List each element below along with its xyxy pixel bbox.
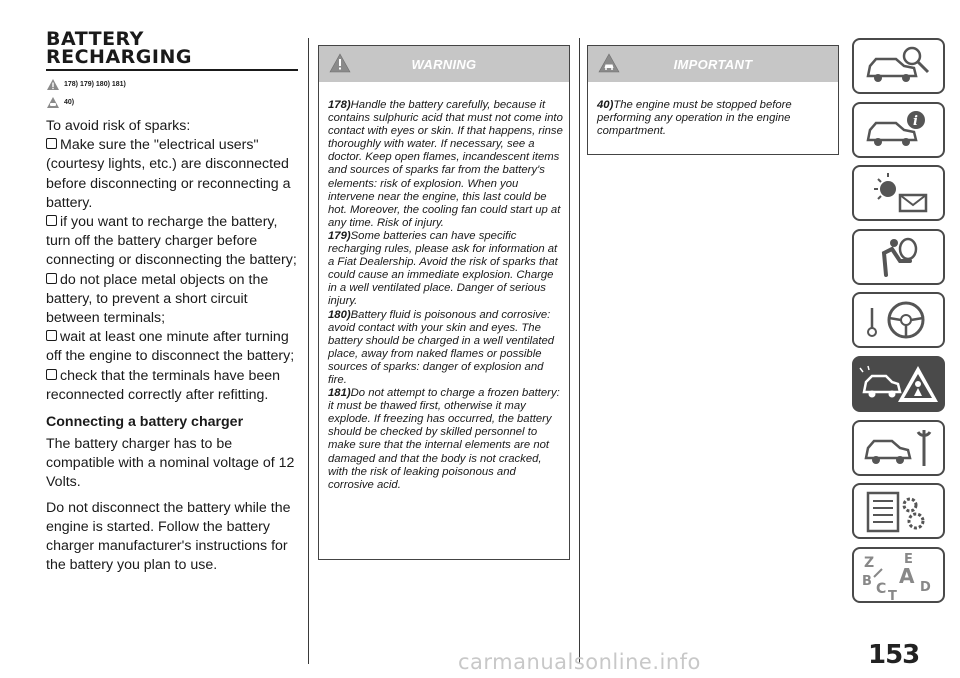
paragraph-instructions: Do not disconnect the battery while the engine is started. Follow the battery charger manufacturer's instructions for the battery you plan to use.	[46, 499, 291, 574]
warning-item-179: 179)Some batteries can have specific recharging rules, please ask for information at a Fiat Dealership. Avoid the risk of sparks that could cause an immediate explosion. Charge in a well ventilated place. Danger of serious injury.	[328, 229, 558, 308]
important-panel-body	[588, 82, 838, 148]
tab-index[interactable]	[852, 547, 945, 603]
watermark-text: carmanualsonline.info	[458, 650, 701, 674]
airbag-seat-icon	[854, 231, 943, 283]
paragraph-voltage: The battery charger has to be compatible with a nominal voltage of 12 Volts.	[46, 436, 295, 491]
important-label: IMPORTANT	[673, 57, 753, 72]
svg-text:C: C	[876, 580, 887, 597]
svg-text:D: D	[920, 579, 931, 595]
key-steering-wheel-icon	[854, 294, 943, 346]
section-title	[46, 30, 298, 71]
tab-knowing-your-car[interactable]	[852, 38, 945, 94]
bullet-item-3: do not place metal objects on the battery, to prevent a short circuit between terminals;	[46, 271, 269, 327]
car-info-icon	[854, 104, 943, 156]
svg-text:i: i	[913, 113, 918, 129]
checkbox-bullet-icon	[46, 369, 57, 380]
warning-item-180: 180)Battery fluid is poisonous and corrosive: avoid contact with your skin and eyes. The battery should be charged in a well ventilated place, away from naked flames or possible sources of sparks: danger of explosion and fire.	[328, 308, 555, 386]
alphabetical-index-icon	[854, 549, 943, 601]
svg-text:B: B	[862, 573, 872, 589]
tab-starting-driving[interactable]	[852, 229, 945, 285]
warning-panel	[318, 45, 570, 560]
page-number: 153	[868, 640, 920, 670]
tab-safety[interactable]	[852, 165, 945, 221]
column-divider	[308, 38, 309, 664]
title-line-2: RECHARGING	[46, 46, 192, 68]
warning-item-181: 181)Do not attempt to charge a frozen battery: it must be thawed first, otherwise it may explode. If freezing has occurred, the battery should be checked by skilled personnel to make sure that the internal elements are not damaged and that the body is not cracked, with the risk of leaking poisonous and corrosive acid.	[328, 387, 560, 491]
important-refs	[46, 96, 298, 109]
subheading: Connecting a battery charger	[46, 414, 244, 431]
warning-light-message-icon	[854, 167, 943, 219]
bullet-item-5: check that the terminals have been reconnected correctly after refitting.	[46, 367, 281, 403]
car-maintenance-icon	[854, 422, 943, 474]
checkbox-bullet-icon	[46, 273, 57, 284]
car-search-icon	[854, 40, 943, 92]
checkbox-bullet-icon	[46, 330, 57, 341]
important-car-icon	[46, 96, 60, 109]
important-panel	[587, 45, 839, 155]
tab-dashboard[interactable]	[852, 102, 945, 158]
warning-refs	[46, 78, 298, 91]
car-emergency-icon	[854, 358, 943, 410]
important-ref-numbers[interactable]: 40)	[64, 99, 75, 106]
warning-ref-numbers[interactable]: 178) 179) 180) 181)	[64, 81, 126, 88]
bullet-item-2: if you want to recharge the battery, turn off the battery charger before connecting or disconnecting the battery;	[46, 214, 297, 269]
important-panel-header	[588, 46, 838, 82]
tab-technical-data[interactable]	[852, 483, 945, 539]
tab-in-an-emergency[interactable]	[852, 356, 945, 412]
intro-text: To avoid risk of sparks:	[46, 118, 191, 134]
svg-text:A: A	[899, 563, 915, 588]
column-divider	[579, 38, 580, 664]
warning-triangle-icon	[46, 78, 60, 91]
warning-panel-header	[319, 46, 569, 82]
warning-label: WARNING	[411, 57, 477, 72]
tab-driving[interactable]	[852, 292, 945, 348]
chapter-tabs	[852, 38, 945, 610]
important-item-40: 40)The engine must be stopped before performing any operation in the engine compartment.	[597, 99, 792, 138]
svg-text:Z: Z	[864, 554, 875, 571]
technical-data-icon	[854, 485, 943, 537]
checkbox-bullet-icon	[46, 215, 57, 226]
checkbox-bullet-icon	[46, 138, 57, 149]
svg-text:E: E	[904, 551, 913, 567]
tab-maintenance[interactable]	[852, 420, 945, 476]
svg-text:T: T	[888, 588, 897, 601]
main-column	[46, 30, 298, 575]
bullet-item-1: Make sure the "electrical users" (courtesy lights, etc.) are disconnected before disconnecting or reconnecting a battery.	[46, 137, 291, 211]
title-line-1: BATTERY	[46, 28, 144, 50]
bullet-item-4: wait at least one minute after turning off the engine to disconnect the battery;	[46, 329, 295, 365]
warning-item-178: 178)Handle the battery carefully, because it contains sulphuric acid that must not come into contact with eyes or skin. If that happens, rinse thoroughly with water. If necessary, see a doctor. Keep open flames, incandescent items and sources of sparks far from the battery's elements: risk of explosion. When you intervene near the engine, this last could be hot. Moreover, the cooling fan could start up at any time. Risk of injury.	[328, 99, 563, 229]
warning-panel-body	[319, 82, 569, 502]
